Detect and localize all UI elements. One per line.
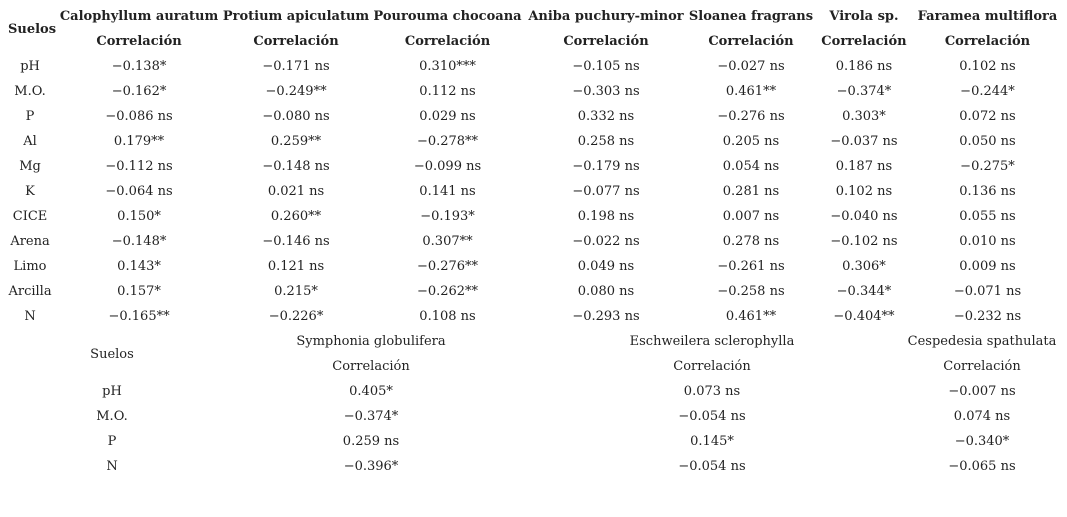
correlation-cell: 0.050 ns: [959, 134, 1016, 149]
correlation-cell: −0.099 ns: [413, 159, 482, 174]
correlation-cell: −0.340*: [954, 434, 1010, 449]
row-label: N: [24, 309, 36, 324]
correlation-cell: −0.276**: [416, 259, 479, 274]
correlation-cell: 0.150*: [117, 209, 161, 224]
correlation-cell: 0.102 ns: [835, 184, 893, 199]
correlacion-subheader: Correlación: [332, 359, 410, 374]
correlation-cell: −0.374*: [343, 409, 399, 424]
species-header: Faramea multiflora: [917, 9, 1058, 24]
table2-body: [4, 379, 1062, 479]
row-label: Mg: [19, 159, 41, 174]
correlation-cell: 0.215*: [274, 284, 318, 299]
species-header: Eschweilera sclerophylla: [629, 334, 795, 349]
correlation-cell: 0.010 ns: [959, 234, 1016, 249]
correlation-cell: 0.205 ns: [722, 134, 780, 149]
correlation-cell: −0.105 ns: [572, 59, 640, 74]
correlation-cell: 0.198 ns: [577, 209, 635, 224]
correlacion-subheader: Correlación: [404, 34, 491, 49]
table-row: [4, 154, 1062, 179]
row-label: N: [106, 459, 118, 474]
table-row: [4, 304, 1062, 329]
table-row: [4, 454, 1062, 479]
correlation-cell: 0.405*: [349, 384, 393, 399]
table-row: [4, 254, 1062, 279]
correlation-cell: −0.080 ns: [262, 109, 330, 124]
correlacion-subheader: Correlación: [944, 34, 1031, 49]
correlation-cell: 0.461**: [725, 309, 777, 324]
correlation-cell: −0.262**: [416, 284, 479, 299]
correlation-cell: −0.146 ns: [262, 234, 330, 249]
table1-body: [4, 54, 1062, 329]
correlation-table-secondary: [4, 329, 1062, 479]
correlation-cell: 0.073 ns: [683, 384, 741, 399]
subheader-row: [4, 29, 1062, 54]
correlation-cell: 0.029 ns: [419, 109, 476, 124]
row-label: Arena: [10, 234, 50, 249]
correlacion-subheader: Correlación: [673, 359, 751, 374]
table-row: [4, 104, 1062, 129]
table-row: [4, 429, 1062, 454]
correlacion-subheader: Correlación: [821, 34, 907, 49]
correlation-cell: 0.121 ns: [267, 259, 325, 274]
correlation-cell: 0.143*: [117, 259, 161, 274]
correlation-cell: 0.145*: [690, 434, 734, 449]
correlation-cell: −0.232 ns: [953, 309, 1022, 324]
correlacion-subheader: Correlación: [96, 34, 182, 49]
correlation-cell: −0.396*: [343, 459, 399, 474]
correlation-cell: 0.303*: [842, 109, 886, 124]
correlation-cell: 0.186 ns: [835, 59, 893, 74]
species-header-row: [4, 4, 1062, 29]
suelos-header: Suelos: [90, 346, 134, 362]
correlation-cell: 0.049 ns: [577, 259, 635, 274]
row-label: pH: [20, 59, 40, 74]
correlation-cell: −0.064 ns: [105, 184, 173, 199]
correlation-cell: 0.306*: [842, 259, 886, 274]
correlation-cell: −0.138*: [111, 59, 167, 74]
species-header: Aniba puchury-minor: [528, 9, 684, 24]
correlation-cell: 0.009 ns: [959, 259, 1016, 274]
table-row: [4, 179, 1062, 204]
correlation-cell: −0.374*: [836, 84, 892, 99]
correlation-cell: −0.171 ns: [262, 59, 330, 74]
row-label: pH: [102, 384, 122, 399]
row-label: Limo: [13, 259, 47, 274]
table-row: [4, 129, 1062, 154]
row-label: M.O.: [96, 409, 128, 424]
row-label: P: [107, 434, 117, 449]
species-header: Sloanea fragrans: [688, 9, 814, 24]
table-row: [4, 54, 1062, 79]
species-header: Protium apiculatum: [222, 9, 370, 24]
correlation-cell: 0.007 ns: [722, 209, 780, 224]
correlation-cell: −0.077 ns: [572, 184, 640, 199]
correlation-cell: 0.179**: [113, 134, 165, 149]
table-row: [4, 229, 1062, 254]
correlation-cell: −0.179 ns: [572, 159, 640, 174]
correlation-cell: −0.102 ns: [830, 234, 898, 249]
correlation-cell: −0.261 ns: [717, 259, 785, 274]
correlacion-subheader: Correlación: [708, 34, 794, 49]
table-row: [4, 379, 1062, 404]
correlation-cell: −0.162*: [111, 84, 167, 99]
correlation-cell: 0.055 ns: [959, 209, 1016, 224]
correlation-cell: 0.461**: [725, 84, 777, 99]
correlation-cell: −0.276 ns: [717, 109, 785, 124]
row-label: M.O.: [14, 84, 46, 99]
row-label: Al: [23, 134, 37, 149]
correlation-cell: −0.054 ns: [678, 459, 746, 474]
correlation-cell: 0.054 ns: [722, 159, 780, 174]
correlation-cell: 0.080 ns: [577, 284, 635, 299]
suelos-header: Suelos: [8, 21, 57, 37]
correlation-cell: −0.148 ns: [262, 159, 330, 174]
correlation-cell: 0.332 ns: [577, 109, 635, 124]
correlation-cell: 0.112 ns: [419, 84, 476, 99]
correlation-cell: 0.074 ns: [953, 409, 1011, 424]
species-header: Virola sp.: [829, 9, 899, 24]
correlation-cell: 0.136 ns: [959, 184, 1016, 199]
correlation-cell: 0.108 ns: [419, 309, 476, 324]
table-row: [4, 404, 1062, 429]
correlation-cell: −0.112 ns: [105, 159, 173, 174]
correlation-cell: 0.187 ns: [835, 159, 893, 174]
row-label: Arcilla: [8, 284, 52, 299]
correlation-cell: −0.278**: [416, 134, 479, 149]
correlation-cell: 0.281 ns: [722, 184, 780, 199]
table-row: [4, 279, 1062, 304]
correlation-cell: 0.259**: [270, 134, 322, 149]
correlation-table-main: [4, 4, 1062, 329]
correlation-cell: −0.293 ns: [572, 309, 640, 324]
correlation-cell: 0.278 ns: [722, 234, 780, 249]
table-row: [4, 79, 1062, 104]
correlation-cell: −0.249**: [265, 84, 327, 99]
row-label: P: [25, 109, 35, 124]
correlation-cell: 0.258 ns: [577, 134, 635, 149]
correlation-cell: 0.021 ns: [267, 184, 325, 199]
species-header: Cespedesia spathulata: [907, 334, 1057, 349]
correlation-cell: −0.054 ns: [678, 409, 746, 424]
correlation-cell: −0.193*: [420, 209, 475, 224]
correlation-cell: 0.260**: [270, 209, 322, 224]
row-label: CICE: [12, 209, 48, 224]
species-header: Pourouma chocoana: [373, 9, 522, 24]
correlation-cell: −0.022 ns: [572, 234, 640, 249]
correlation-cell: −0.258 ns: [717, 284, 785, 299]
correlation-cell: 0.102 ns: [959, 59, 1016, 74]
correlation-cell: −0.344*: [836, 284, 892, 299]
correlation-cell: −0.071 ns: [953, 284, 1022, 299]
correlation-cell: −0.007 ns: [948, 384, 1016, 399]
correlation-cell: −0.027 ns: [717, 59, 785, 74]
correlation-cell: 0.307**: [422, 234, 473, 249]
correlation-cell: −0.275*: [960, 159, 1015, 174]
correlation-cell: −0.226*: [268, 309, 324, 324]
species-header: Calophyllum auratum: [59, 9, 219, 24]
correlation-cell: −0.404**: [833, 309, 895, 324]
row-label: K: [25, 184, 35, 199]
correlation-cell: −0.303 ns: [572, 84, 640, 99]
correlation-cell: −0.037 ns: [830, 134, 898, 149]
correlation-cell: −0.244*: [960, 84, 1015, 99]
correlation-cell: 0.310***: [419, 59, 476, 74]
correlation-cell: −0.086 ns: [105, 109, 173, 124]
species-header: Symphonia globulifera: [296, 334, 446, 349]
correlation-cell: −0.148*: [111, 234, 167, 249]
correlation-cell: −0.040 ns: [830, 209, 898, 224]
correlation-cell: 0.157*: [117, 284, 161, 299]
correlation-cell: 0.141 ns: [419, 184, 476, 199]
correlation-cell: −0.165**: [108, 309, 170, 324]
correlacion-subheader: Correlación: [253, 34, 339, 49]
correlation-cell: 0.072 ns: [959, 109, 1016, 124]
correlacion-subheader: Correlación: [563, 34, 649, 49]
correlation-cell: −0.065 ns: [948, 459, 1016, 474]
table-row: [4, 204, 1062, 229]
correlation-cell: 0.259 ns: [342, 434, 400, 449]
correlacion-subheader: Correlación: [943, 359, 1021, 374]
species-header-row: [4, 329, 1062, 354]
